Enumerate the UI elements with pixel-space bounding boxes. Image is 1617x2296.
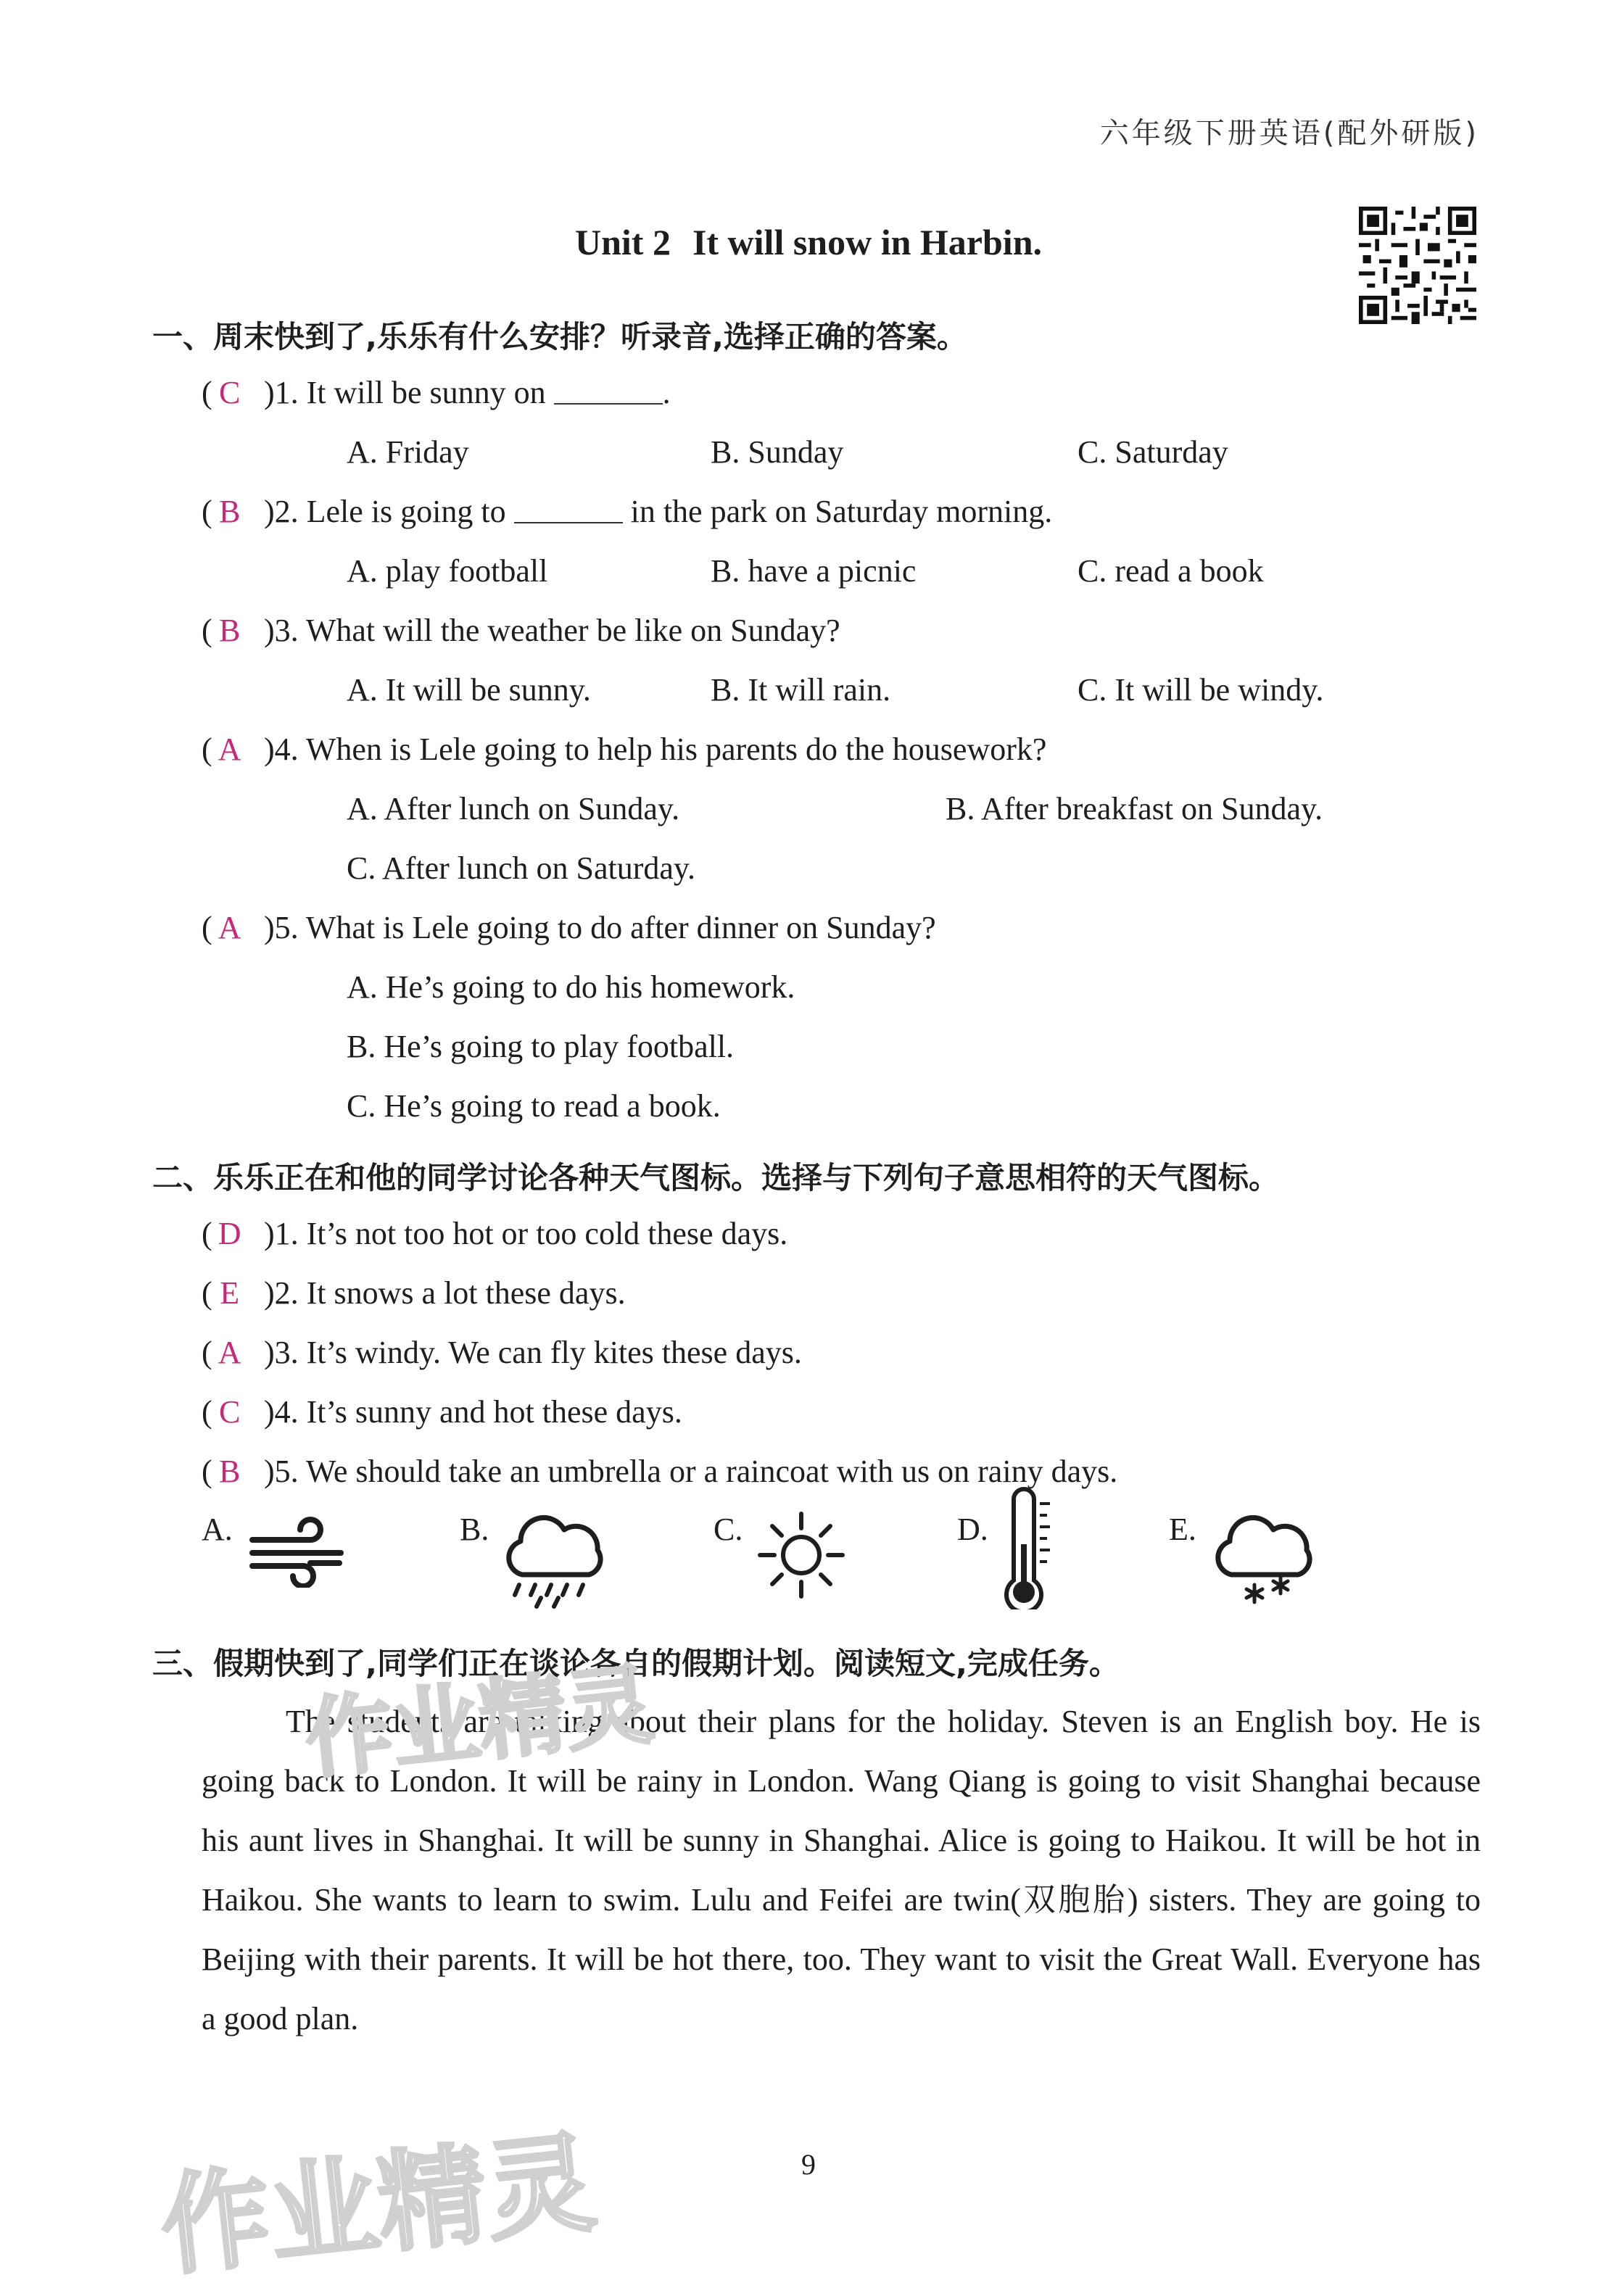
answer-letter: C — [218, 1394, 241, 1430]
option-2a: A. play football — [347, 553, 548, 589]
answer-paren: ( B — [202, 612, 264, 649]
icon-label-a: A. — [202, 1512, 233, 1547]
answer-letter: B — [218, 1454, 241, 1489]
icon-label-c: C. — [714, 1512, 743, 1547]
watermark-bottom: 作业精灵 — [155, 2120, 601, 2291]
s2-question-1 — [202, 1215, 787, 1252]
answer-letter: A — [218, 1335, 241, 1370]
thermometer-icon — [993, 1486, 1059, 1609]
option-3b: B. It will rain. — [711, 672, 891, 708]
answer-blank — [554, 377, 663, 405]
wind-icon — [247, 1515, 348, 1588]
option-3c: C. It will be windy. — [1078, 672, 1324, 708]
answer-letter: E — [220, 1275, 240, 1311]
option-5a: A. He’s going to do his homework. — [347, 969, 795, 1005]
rain-cloud-icon — [500, 1508, 609, 1609]
option-5c: C. He’s going to read a book. — [347, 1088, 721, 1124]
option-3a: A. It will be sunny. — [347, 672, 591, 708]
page-number: 9 — [801, 2148, 816, 2181]
passage-text: The students are talking about their plans for the holiday. Steven is an English boy. He is going back to London. It will be rainy in London. Wang Qiang is going to visit Shanghai because his aunt lives in Shanghai. It will be sunny in Shanghai. Alice is going to Haikou. It will be hot in Haikou. She wants to learn to swim. Lulu and Feifei are twin(双胞胎) sisters. They are going to Beijing with their parents. It will be hot there, too. They want to visit the Great Wall. Everyone has a good plan. — [202, 1704, 1481, 2036]
s2-question-5 — [202, 1453, 1117, 1490]
icon-label-b: B. — [460, 1512, 489, 1547]
option-4b: B. After breakfast on Sunday. — [946, 791, 1323, 826]
s2-question-3 — [202, 1334, 802, 1371]
answer-letter: A — [218, 732, 241, 767]
answer-paren: ( C — [202, 374, 264, 411]
question-text: )5. What is Lele going to do after dinner on Sunday? — [264, 910, 936, 945]
option-5b: B. He’s going to play football. — [347, 1029, 735, 1064]
answer-letter: A — [218, 910, 241, 945]
answer-letter: C — [218, 375, 241, 410]
book-header: 六年级下册英语(配外研版) — [1099, 117, 1479, 150]
answer-letter: B — [218, 613, 241, 648]
unit-title: It will snow in Harbin. — [692, 222, 1043, 262]
s1-question-2 — [202, 493, 1052, 530]
icon-label-d: D. — [957, 1512, 988, 1547]
question-text: )4. It’s sunny and hot these days. — [264, 1394, 682, 1430]
snow-cloud-icon — [1209, 1508, 1318, 1609]
question-text: )1. It will be sunny on — [264, 375, 554, 410]
option-2b: B. have a picnic — [711, 553, 917, 589]
icon-label-e: E. — [1169, 1512, 1196, 1547]
question-text: )2. Lele is going to — [264, 494, 514, 529]
question-text: )4. When is Lele going to help his parents do the housework? — [264, 732, 1047, 767]
option-1b: B. Sunday — [711, 434, 844, 470]
question-text-end: in the park on Saturday morning. — [622, 494, 1053, 529]
question-text: )1. It’s not too hot or too cold these days. — [264, 1216, 788, 1251]
question-text-end: . — [662, 375, 671, 410]
option-2c: C. read a book — [1078, 553, 1264, 589]
answer-paren: ( E — [202, 1275, 264, 1311]
answer-paren: ( B — [202, 493, 264, 530]
answer-paren: ( D — [202, 1215, 264, 1252]
answer-blank — [514, 496, 623, 523]
section1-heading: 一、周末快到了,乐乐有什么安排？听录音,选择正确的答案。 — [152, 319, 967, 355]
option-1c: C. Saturday — [1078, 434, 1228, 470]
option-4c: C. After lunch on Saturday. — [347, 850, 696, 886]
s2-question-4 — [202, 1393, 682, 1430]
option-4a: A. After lunch on Sunday. — [347, 791, 680, 826]
answer-paren: ( A — [202, 909, 264, 946]
option-1a: A. Friday — [347, 434, 469, 470]
answer-letter: B — [218, 494, 241, 529]
question-text: )3. It’s windy. We can fly kites these days. — [264, 1335, 802, 1370]
unit-number: Unit 2 — [574, 222, 671, 262]
s1-question-1 — [202, 374, 671, 411]
question-text: )3. What will the weather be like on Sunday? — [264, 613, 840, 648]
question-text: )5. We should take an umbrella or a raincoat with us on rainy days. — [264, 1454, 1118, 1489]
answer-paren: ( A — [202, 1334, 264, 1371]
answer-paren: ( A — [202, 731, 264, 768]
s2-question-2 — [202, 1275, 626, 1311]
section3-heading: 三、假期快到了,同学们正在谈论各自的假期计划。阅读短文,完成任务。 — [152, 1646, 1120, 1681]
s1-question-3 — [202, 612, 840, 649]
qr-code-icon[interactable] — [1359, 207, 1476, 324]
s1-question-5 — [202, 909, 936, 946]
s1-question-4 — [202, 731, 1046, 768]
answer-letter: D — [218, 1216, 241, 1251]
watermark-center: 作业精灵 — [301, 1654, 658, 1791]
section2-heading: 二、乐乐正在和他的同学讨论各种天气图标。选择与下列句子意思相符的天气图标。 — [152, 1160, 1280, 1195]
sun-icon — [754, 1508, 848, 1602]
question-text: )2. It snows a lot these days. — [264, 1275, 626, 1311]
answer-paren: ( B — [202, 1453, 264, 1490]
answer-paren: ( C — [202, 1393, 264, 1430]
